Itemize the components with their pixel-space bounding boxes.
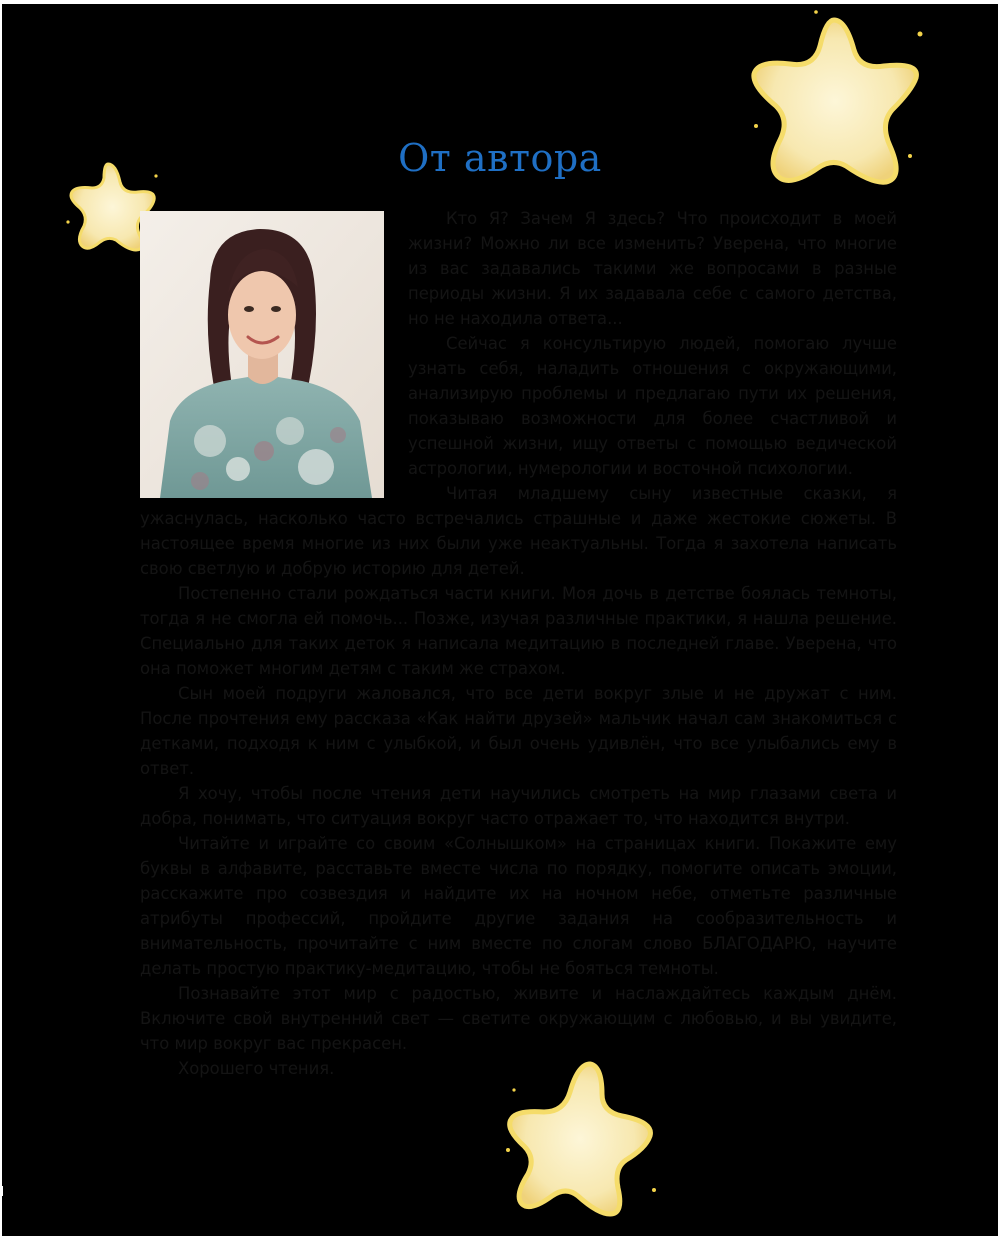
- paragraph: Читая младшему сыну известные сказки, я ужаснулась, насколько часто встречались страшные и даже жестокие сюжеты. В настоящее время многие из них были уже неактуальны. Тогда я захотела написать свою светлую и добрую историю для детей.: [140, 484, 897, 578]
- author-foreword: [140, 206, 897, 1081]
- page-edge-mark: [0, 1186, 3, 1196]
- paragraph: Постепенно стали рождаться части книги. Моя дочь в детстве боялась темноты, тогда я не смогла ей помочь... Позже, изучая различные практики, я нашла решение. Специально для таких деток я написала медитацию в последней главе. Уверена, что она поможет многим детям с таким же страхом.: [140, 584, 897, 678]
- paragraph: Сын моей подруги жаловался, что все дети вокруг злые и не дружат с ним. После прочтения ему рассказа «Как найти друзей» мальчик начал сам знакомиться с детками, подходя к ним с улыбкой, и был очень удивлён, что все улыбались ему в ответ.: [140, 684, 897, 778]
- paragraph: Сейчас я консультирую людей, помогаю лучше узнать себя, наладить отношения с окружающими, анализирую проблемы и предлагаю пути их решения, показываю возможности для более счастливой и успешной жизни, ищу ответы с помощью ведической астрологии, нумерологии и восточной психологии.: [408, 334, 897, 478]
- paragraph: Читайте и играйте со своим «Солнышком» на страницах книги. Покажите ему буквы в алфавите, расставьте вместе числа по порядку, помогите описать эмоции, расскажите про созвездия и найдите их на ночном небе, отметьте различные атрибуты профессий, пройдите другие задания на сообразительность и внимательность, прочитайте с ним вместе по слогам слово БЛАГОДАРЮ, научите делать простую практику-медитацию, чтобы не бояться темноты.: [140, 834, 897, 978]
- page-title: От автора: [398, 136, 602, 180]
- paragraph: Познавайте этот мир с радостью, живите и наслаждайтесь каждым днём. Включите свой внутренний свет — светите окружающим с любовью, и вы увидите, что мир вокруг вас прекрасен.: [140, 984, 897, 1053]
- photo-spacer: [140, 206, 408, 504]
- paragraph: Хорошего чтения.: [178, 1059, 335, 1078]
- paragraph: Я хочу, чтобы после чтения дети научились смотреть на мир глазами света и добра, понимать, что ситуация вокруг часто отражает то, что находится внутри.: [140, 784, 897, 828]
- paragraph: Кто Я? Зачем Я здесь? Что происходит в моей жизни? Можно ли все изменить? Уверена, что многие из вас задавались такими же вопросами в разные периоды жизни. Я их задавала себе с самого детства, но не находила ответа...: [408, 209, 897, 328]
